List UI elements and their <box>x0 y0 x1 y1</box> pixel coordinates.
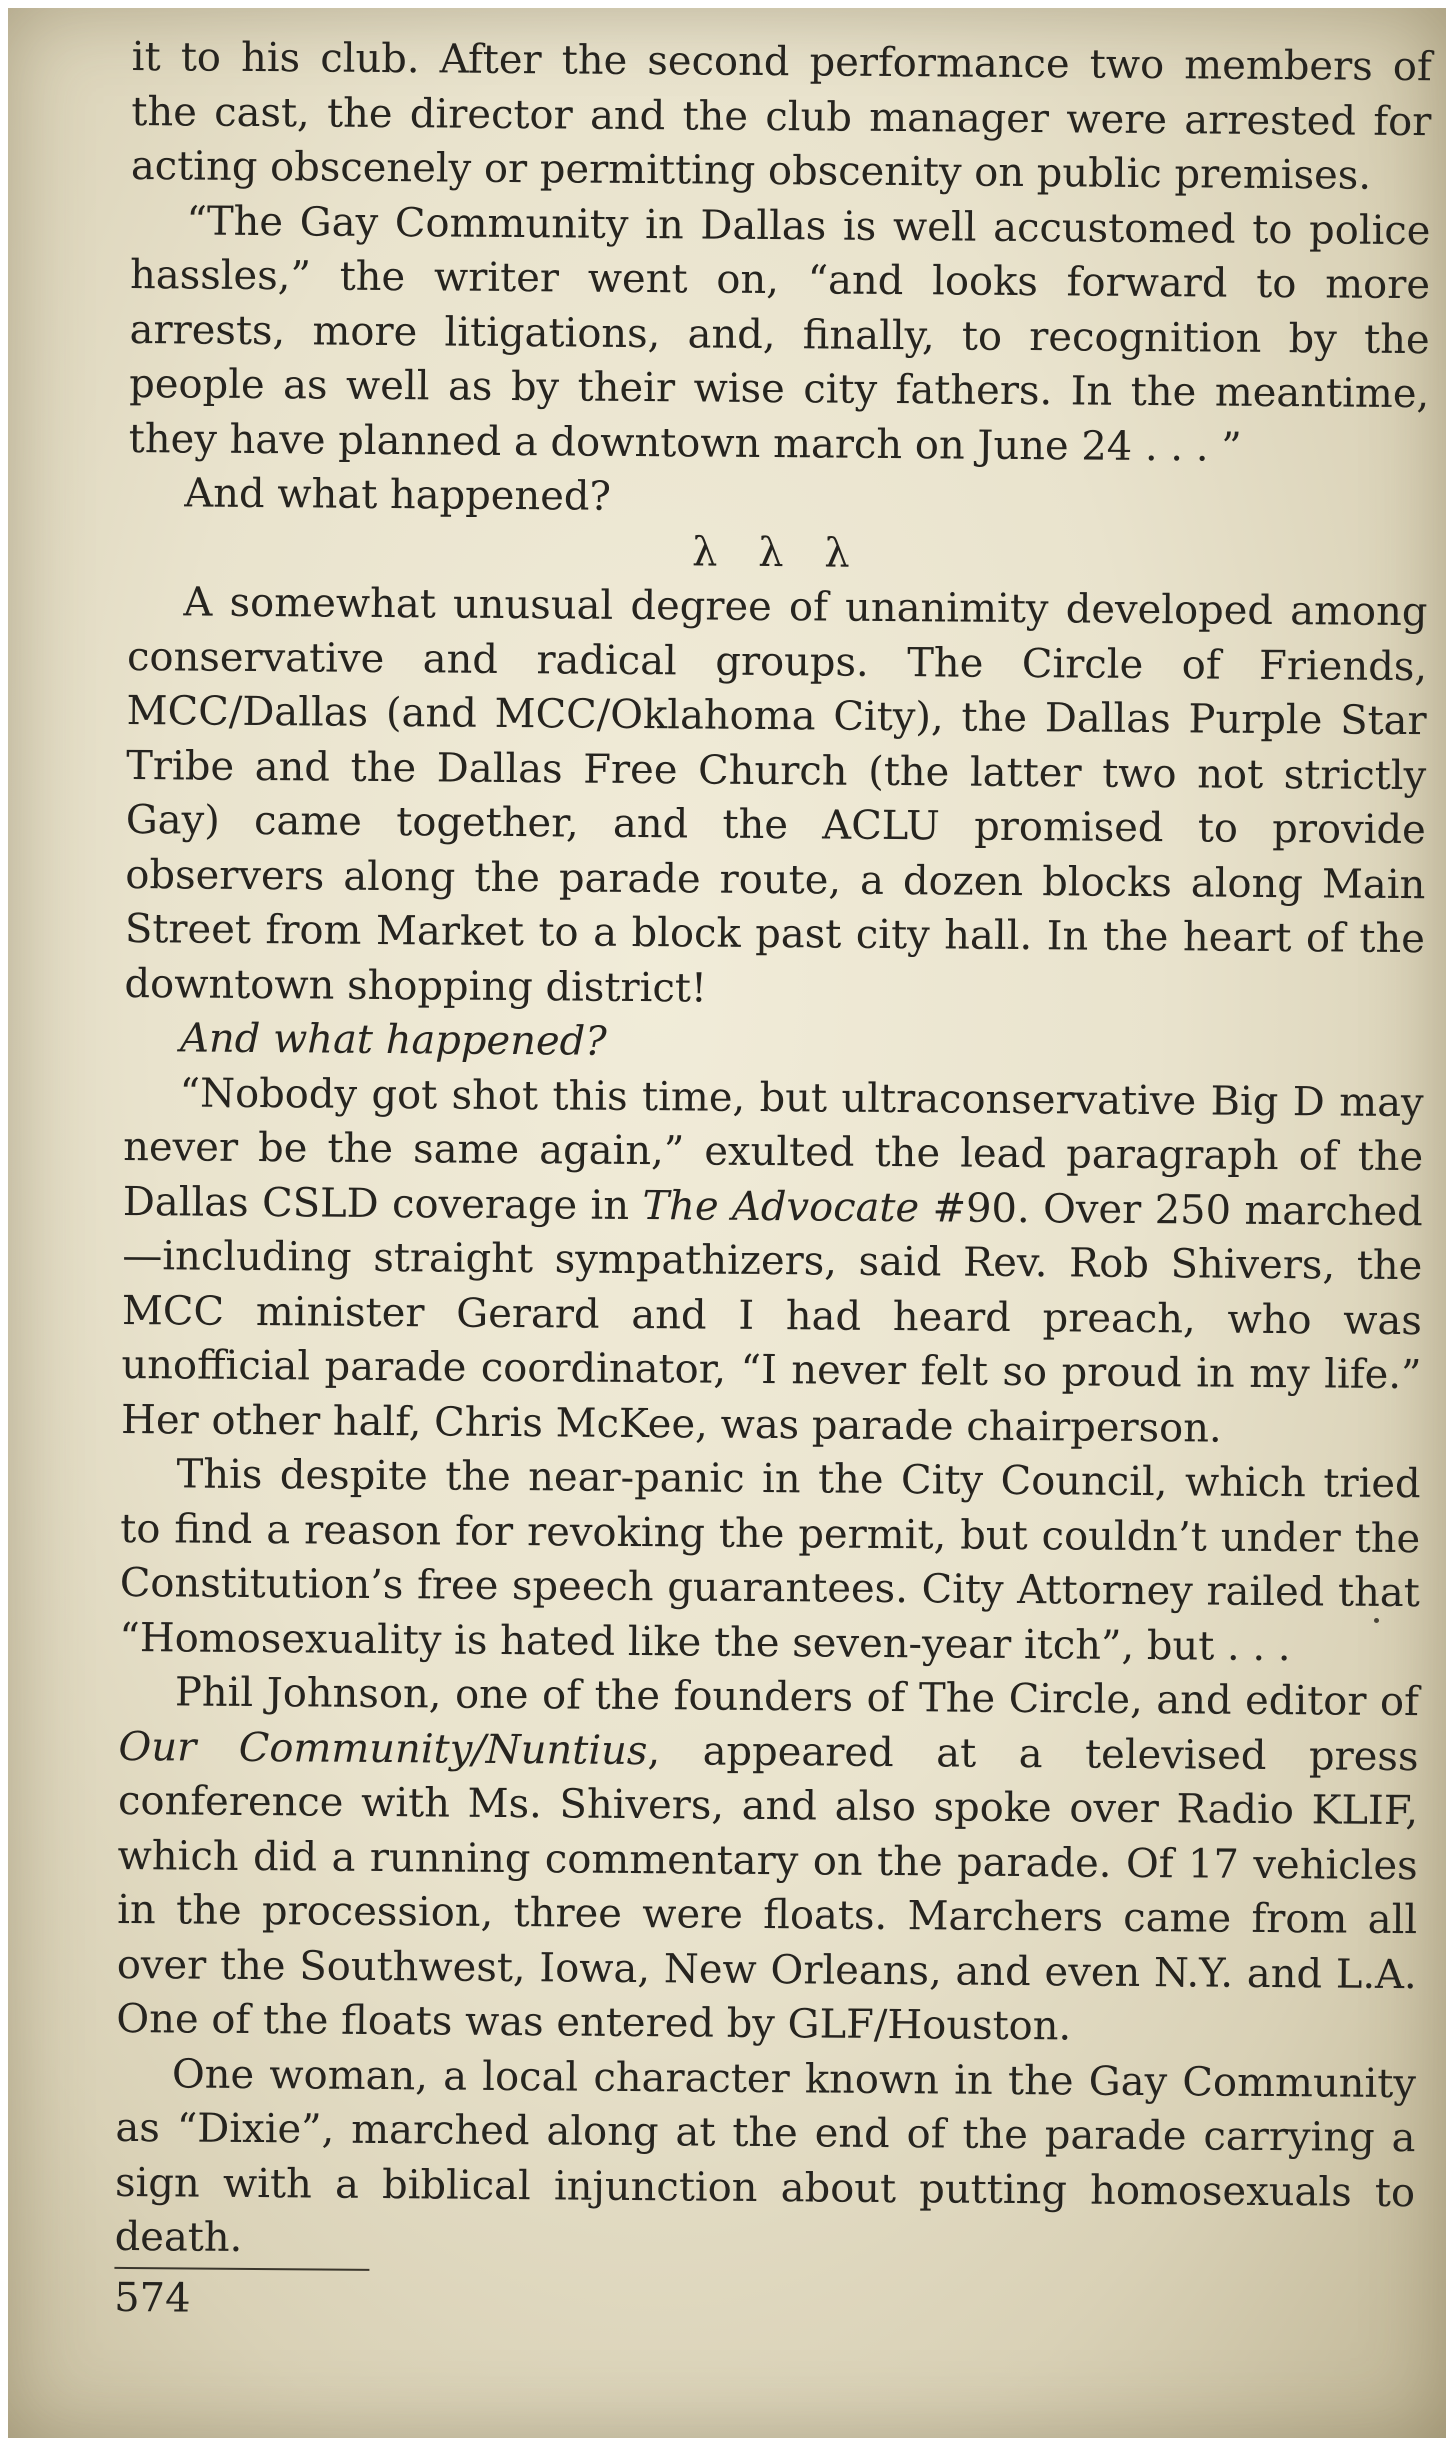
book-page-photo <box>8 8 1446 2438</box>
section-separator: λ λ λ <box>691 528 864 577</box>
publication-title: The Advocate <box>642 1182 920 1231</box>
paragraph-6 <box>121 1065 1424 1457</box>
ink-speck <box>1374 1618 1379 1623</box>
paragraph-1: it to his club. After the second performance two members of the cast, the director and the club manager were arrested for acting obscenely or permitting obscenity on public premises. <box>130 33 1432 199</box>
paragraph-6-part-b: #90. Over 250 marched—including straight sympathizers, said Rev. Rob Shivers, the MCC minister Gerard and I had heard preach, who was unofficial parade coordinator, “I never felt so proud in my life.” Her other half, Chris McKee, was parade chairperson. <box>120 1184 1423 1452</box>
page-number: 574 <box>114 2274 191 2322</box>
newsletter-title: Our Community/Nuntius <box>118 1723 648 1774</box>
paragraph-2: “The Gay Community in Dallas is well accustomed to police hassles,” the writer went on, “and looks forward to more arrests, more litigations, and, finally, to recognition by the people as well as by their wise city fathers. In the meantime, they have planned a downtown march on June 24 . . . ” <box>128 197 1431 471</box>
paragraph-6-part-a: “Nobody got shot this time, but ultraconservative Big D may never be the same again,” exulted the lead paragraph of the Dallas CSLD coverage in <box>122 1069 1424 1229</box>
paragraph-7: This despite the near-panic in the City Council, which tried to find a reason for revoking the permit, but couldn’t under the Constitution’s free speech guarantees. City Attorney railed that “Homosexuality is hated like the seven-year itch”, but . . . <box>119 1451 1421 1670</box>
paragraph-8-part-b: , appeared at a televised press conference with Ms. Shivers, and also spoke over Radio KLIF, which did a running commentary on the parade. Of 17 vehicles in the procession, three were floats. Marchers came from all over the Southwest, Iowa, New Orleans, and even N.Y. and L.A. One of the floats was entered by GLF/Houston. <box>116 1727 1419 2050</box>
paragraph-8 <box>116 1665 1419 2057</box>
paragraph-9: One woman, a local character known in the Gay Community as “Dixie”, marched along at the end of the parade carrying a sign with a biblical injunction about putting homosexuals to death. <box>114 2050 1417 2261</box>
page-text-block <box>114 30 1432 2335</box>
paragraph-8-part-a: Phil Johnson, one of the founders of The Circle, and editor of <box>174 1669 1420 1726</box>
paragraph-4: A somewhat unusual degree of unanimity developed among conservative and radical groups. The Circle of Friends, MCC/Dallas (and MCC/Oklahoma City), the Dallas Purple Star Tribe and the Dallas Free Church (the latter two not strictly Gay) came together, and the ACLU promised to provide observers along the parade route, a dozen blocks along Main Street from Market to a block past city hall. In the heart of the downtown shopping district! <box>124 579 1428 1012</box>
paragraph-3: And what happened? <box>184 470 612 520</box>
paragraph-5: And what happened? <box>179 1015 607 1065</box>
